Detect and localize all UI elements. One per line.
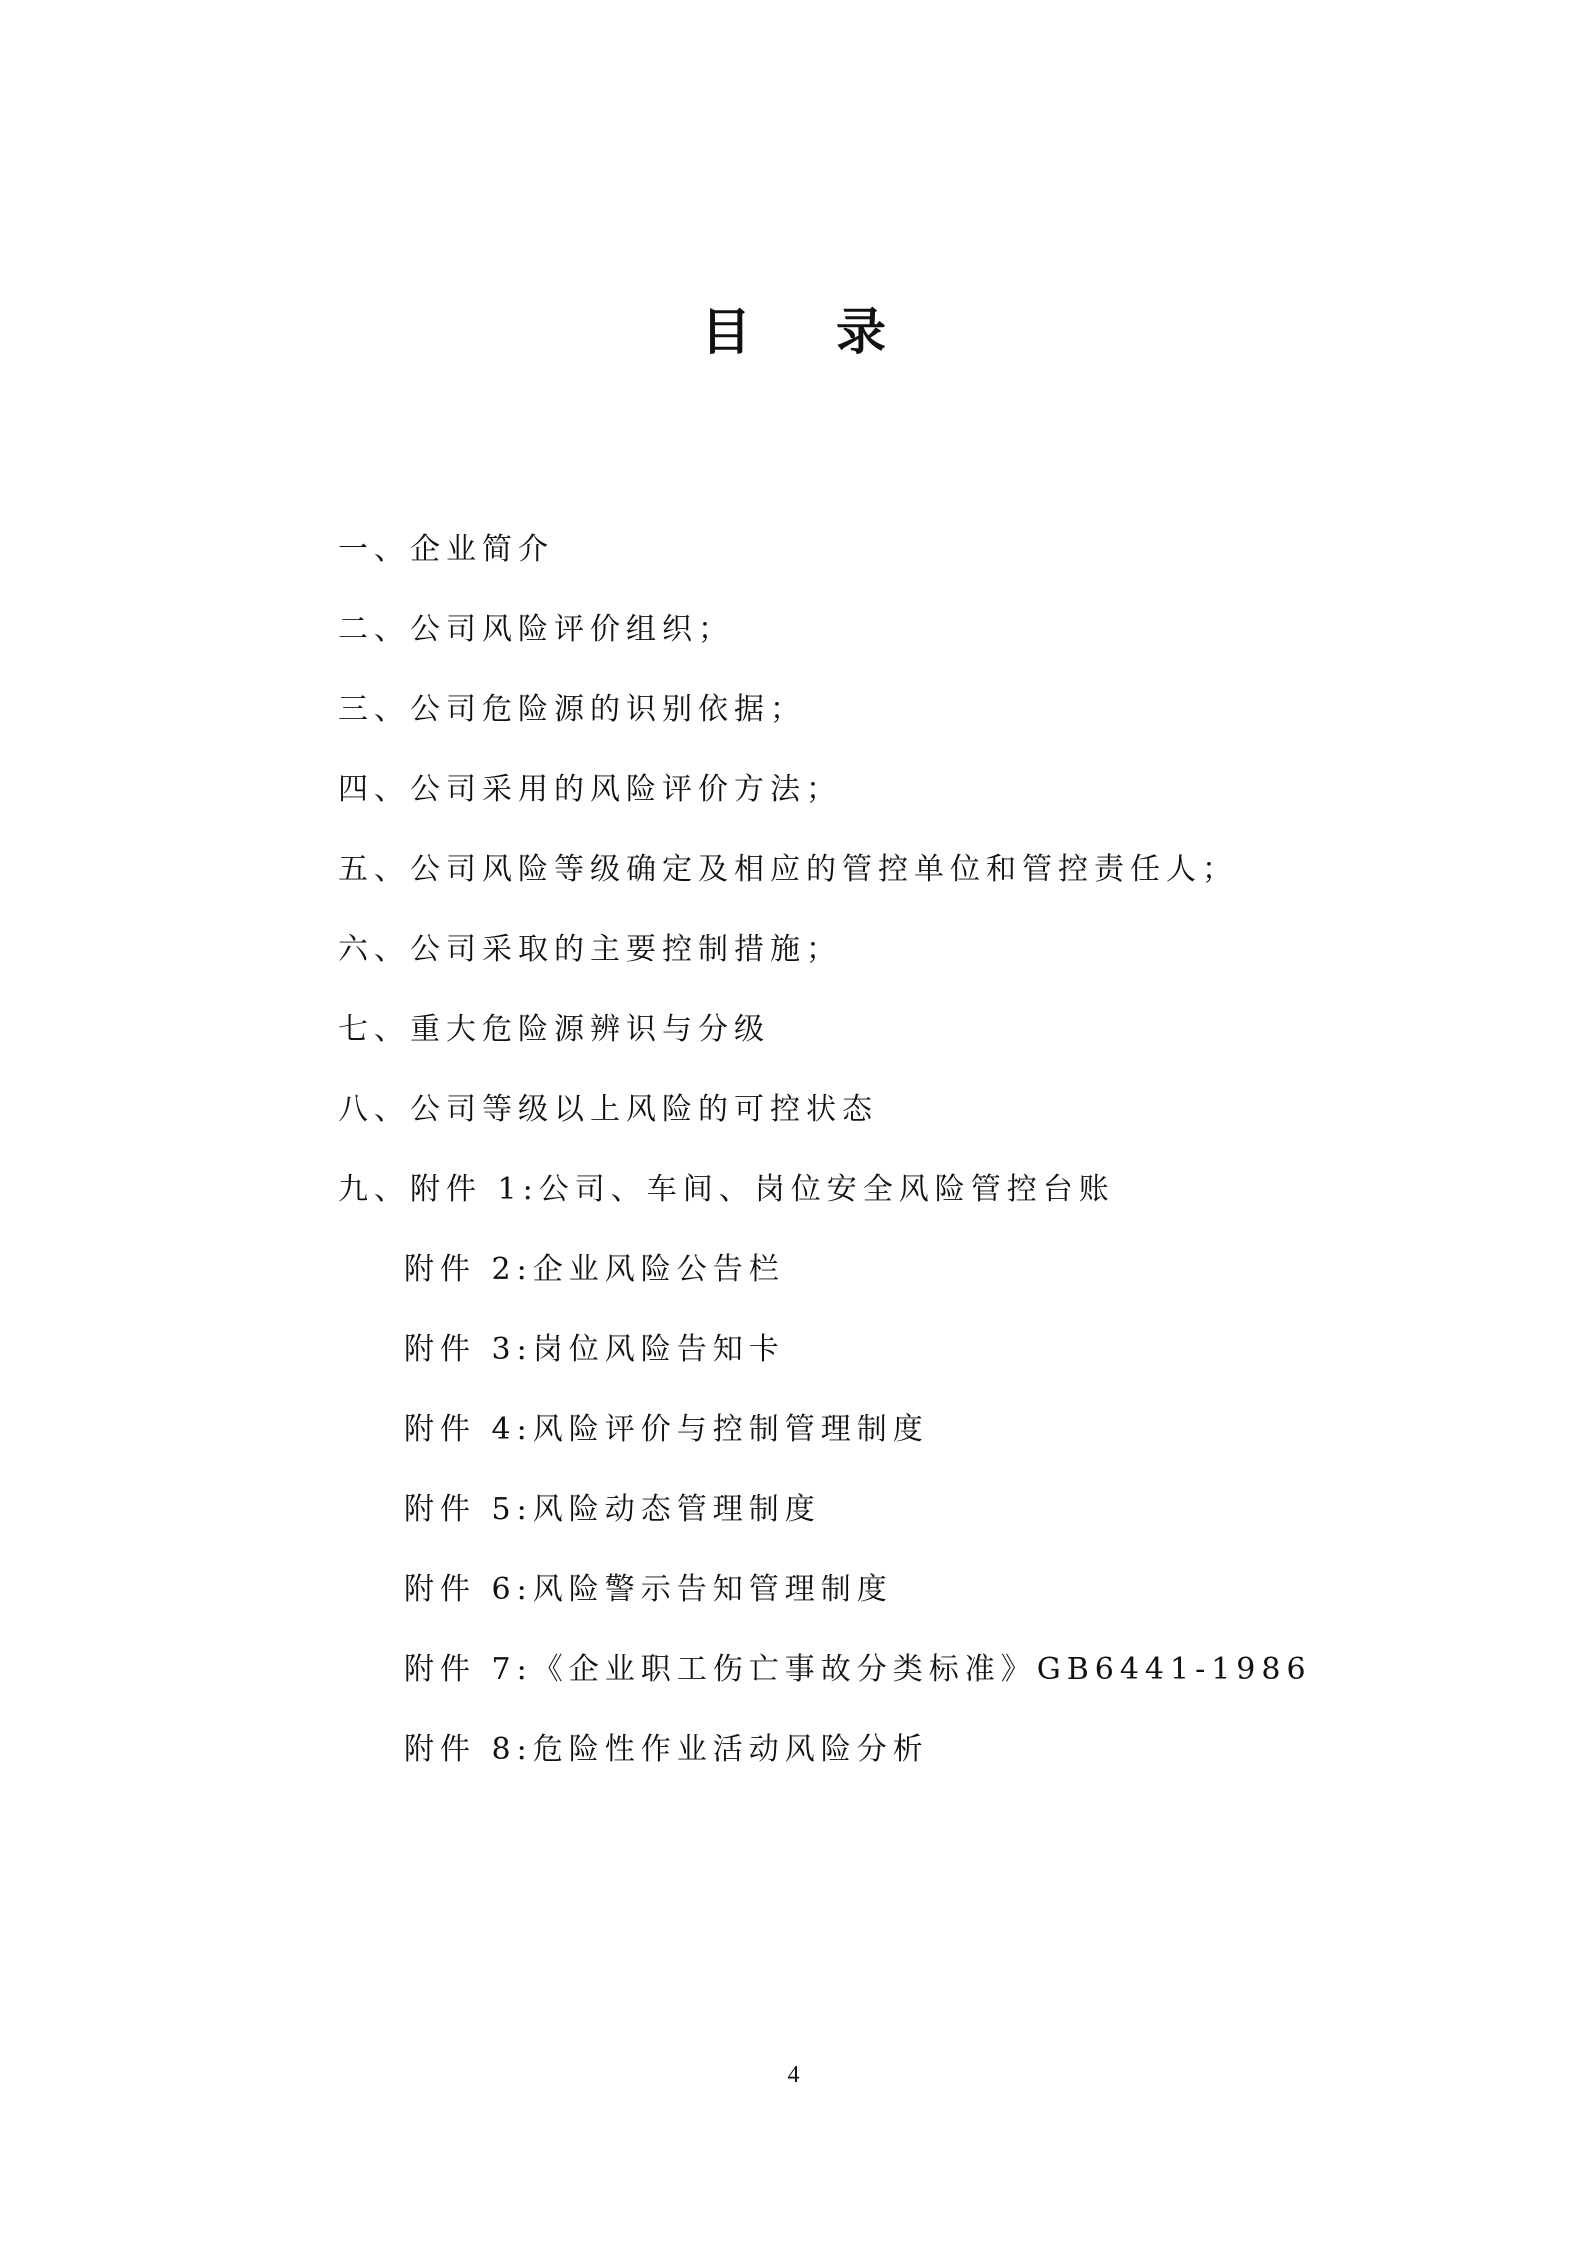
toc-item: 四、公司采用的风险评价方法；	[338, 772, 842, 807]
toc-item: 八、公司等级以上风险的可控状态	[338, 1092, 878, 1127]
toc-subitem: 附件 5:风险动态管理制度	[404, 1492, 821, 1527]
toc-item: 九、附件 1:公司、车间、岗位安全风险管控台账	[338, 1172, 1115, 1207]
toc-subitem: 附件 3:岗位风险告知卡	[404, 1332, 785, 1367]
toc-item: 一、企业简介	[338, 532, 554, 567]
toc-subitem: 附件 2:企业风险公告栏	[404, 1252, 785, 1287]
toc-item: 五、公司风险等级确定及相应的管控单位和管控责任人；	[338, 852, 1238, 887]
toc-item: 三、公司危险源的识别依据；	[338, 692, 806, 727]
page-title: 目录	[701, 303, 971, 361]
toc-item: 七、重大危险源辨识与分级	[338, 1012, 770, 1047]
toc-subitem: 附件 7:《企业职工伤亡事故分类标准》GB6441-1986	[404, 1652, 1312, 1687]
toc-item: 六、公司采取的主要控制措施；	[338, 932, 842, 967]
toc-subitem: 附件 6:风险警示告知管理制度	[404, 1572, 893, 1607]
table-of-contents	[338, 520, 1488, 1800]
page-number: 4	[787, 2062, 800, 2088]
toc-item: 二、公司风险评价组织；	[338, 612, 734, 647]
toc-subitem: 附件 4:风险评价与控制管理制度	[404, 1412, 929, 1447]
toc-subitem: 附件 8:危险性作业活动风险分析	[404, 1732, 929, 1767]
